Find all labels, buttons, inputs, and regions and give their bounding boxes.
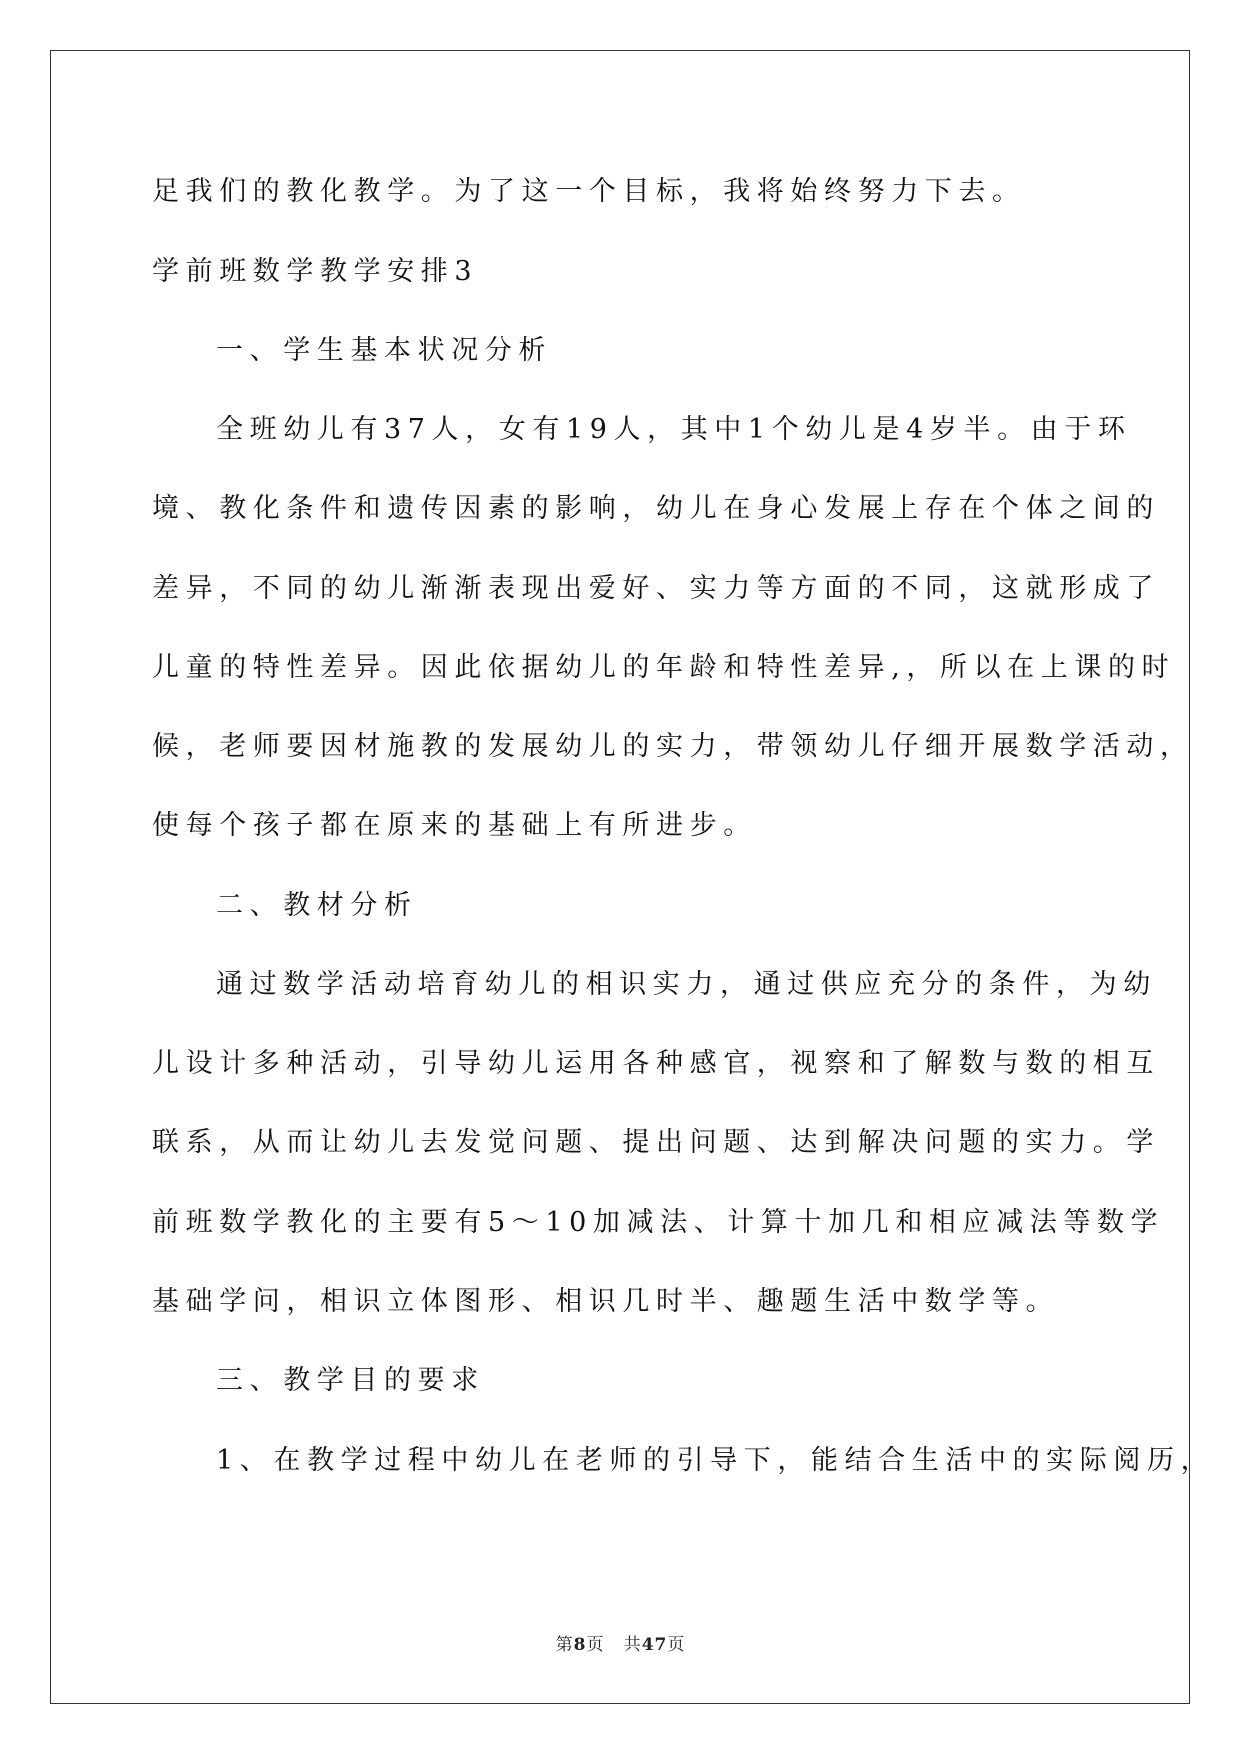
body-text-line: 差异，不同的幼儿渐渐表现出爱好、实力等方面的不同，这就形成了 xyxy=(152,573,1160,604)
heading-textbook-analysis: 二、教材分析 xyxy=(216,890,418,921)
footer-page-suffix: 页 xyxy=(586,1635,605,1655)
heading-teaching-goals: 三、教学目的要求 xyxy=(216,1365,485,1396)
body-text-line: 境、教化条件和遗传因素的影响，幼儿在身心发展上存在个体之间的 xyxy=(152,493,1160,524)
body-text-line: 联系，从而让幼儿去发觉问题、提出问题、达到解决问题的实力。学 xyxy=(152,1127,1160,1158)
body-text-line: 足我们的教化教学。为了这一个目标，我将始终努力下去。 xyxy=(152,176,1026,207)
body-text-line: 全班幼儿有37人，女有19人，其中1个幼儿是4岁半。由于环 xyxy=(216,414,1132,445)
heading-student-analysis: 一、学生基本状况分析 xyxy=(216,335,552,366)
footer-total-prefix: 共 xyxy=(623,1635,642,1655)
body-text-line: 通过数学活动培育幼儿的相识实力，通过供应充分的条件，为幼 xyxy=(216,969,1157,1000)
body-text-line: 候，老师要因材施教的发展幼儿的实力，带领幼儿仔细开展数学活动， xyxy=(152,731,1194,762)
footer-total-suffix: 页 xyxy=(667,1635,686,1655)
footer-total-pages: 47 xyxy=(641,1635,668,1655)
body-text-line: 1、在教学过程中幼儿在老师的引导下，能结合生活中的实际阅历， xyxy=(216,1445,1215,1476)
body-text-line: 儿设计多种活动，引导幼儿运用各种感官，视察和了解数与数的相互 xyxy=(152,1048,1160,1079)
footer-prefix: 第 xyxy=(555,1635,574,1655)
body-text-line: 使每个孩子都在原来的基础上有所进步。 xyxy=(152,810,757,841)
page-footer xyxy=(0,1630,1241,1655)
section-title: 学前班数学教学安排3 xyxy=(152,256,479,287)
body-text-line: 儿童的特性差异。因此依据幼儿的年龄和特性差异,，所以在上课的时 xyxy=(152,652,1176,683)
body-text-line: 基础学问，相识立体图形、相识几时半、趣题生活中数学等。 xyxy=(152,1286,1060,1317)
footer-page-number: 8 xyxy=(573,1635,587,1655)
body-text-line: 前班数学教化的主要有5～10加减法、计算十加几和相应减法等数学 xyxy=(152,1207,1165,1238)
